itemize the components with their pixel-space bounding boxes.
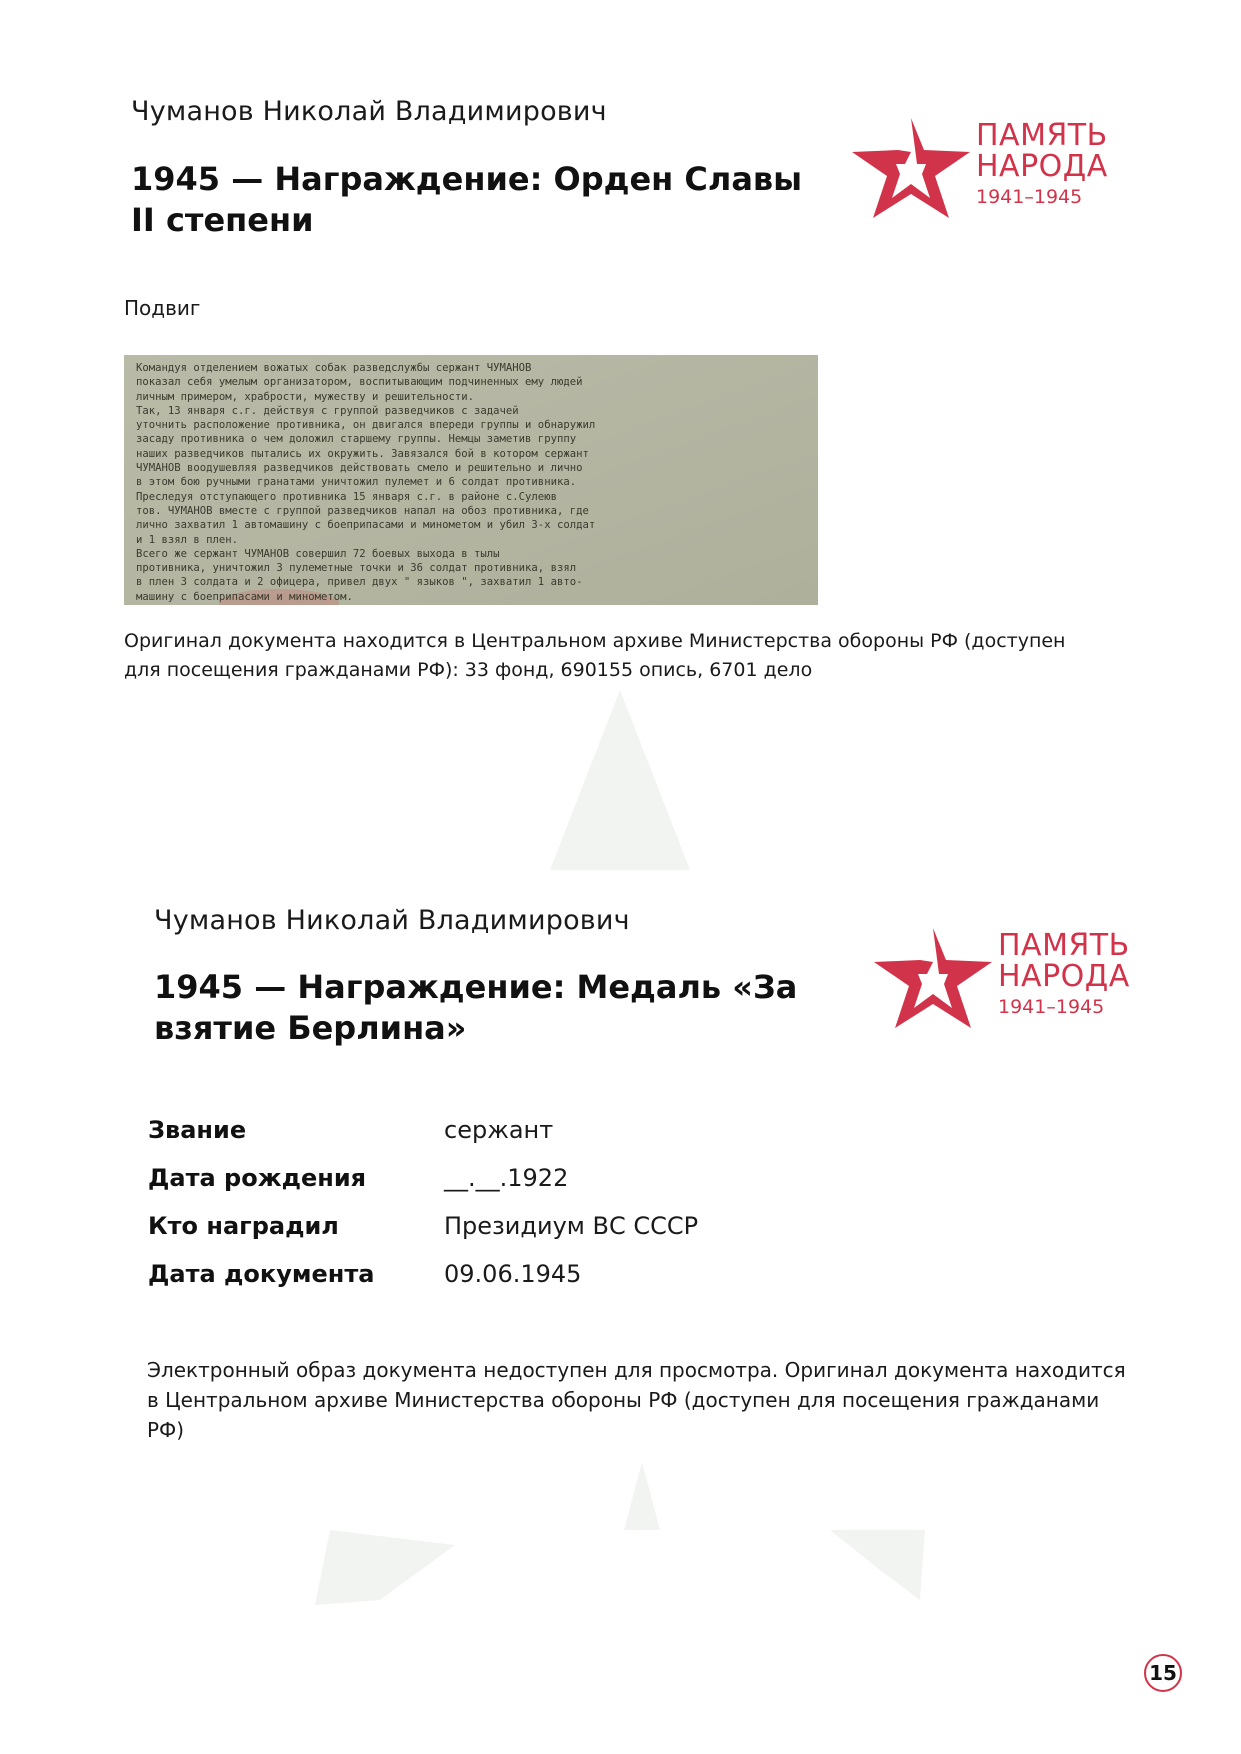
archive-note: Оригинал документа находится в Центральном архиве Министерства обороны РФ (доступен для посещения гражданами РФ): 33 фонд, 690155 опись, 6701 дело [124,630,1066,681]
detail-value: сержант [444,1116,554,1144]
logo-line-1: ПАМЯТЬ [976,118,1108,153]
detail-label: Дата рождения [148,1164,367,1192]
detail-row [148,1154,698,1202]
detail-value: 09.06.1945 [444,1260,582,1288]
scan-line: машину с боеприпасами и минометом. [136,590,353,603]
pamyat-naroda-logo[interactable] [852,118,1108,218]
detail-label: Кто наградил [148,1212,339,1240]
pamyat-naroda-logo[interactable] [874,928,1130,1028]
detail-value: Президиум ВС СССР [444,1212,699,1240]
red-star-icon [852,118,970,218]
scan-line: в этом бою ручными гранатами уничтожил пулемет и 6 солдат противника. [136,476,577,489]
logo-line-1: ПАМЯТЬ [998,928,1130,963]
logo-years: 1941–1945 [998,996,1105,1018]
award-title: 1945 — Награждение: Орден Славы II степени [131,160,803,239]
award-details [148,1106,698,1298]
detail-value: __.__.1922 [444,1164,569,1192]
person-name: Чуманов Николай Владимирович [131,96,607,127]
scan-text [136,361,806,604]
logo-years: 1941–1945 [976,186,1083,208]
archive-note: Электронный образ документа недоступен для просмотра. Оригинал документа находится в Центральном архиве Министерства обороны РФ (доступен для посещения гражданами РФ) [147,1358,1126,1442]
detail-label: Звание [148,1116,247,1144]
logo-line-2: НАРОДА [976,149,1108,184]
scan-line: Командуя отделением вожатых собак разведслужбы сержант ЧУМАНОВ [136,362,532,374]
scan-line: тов. ЧУМАНОВ вместе с группой разведчиков напал на обоз противника, где [136,504,589,517]
scan-line: засаду противника о чем доложил старшему группы. Немцы заметив группу [136,433,577,446]
scan-line: показал себя умелым организатором, воспитывающим подчиненных ему людей [136,376,583,389]
scan-line: в плен 3 солдата и 2 офицера, привел двух " языков ", захватил 1 авто- [136,576,583,589]
scan-line: и 1 взял в плен. [136,533,239,546]
scan-line: ЧУМАНОВ воодушевляя разведчиков действовать смело и решительно и лично [136,462,583,475]
scan-line: Так, 13 января с.г. действуя с группой разведчиков с задачей [136,404,519,417]
detail-row [148,1106,698,1154]
scan-line: уточнить расположение противника, он двигался впереди группы и обнаружил [136,419,596,432]
scan-line: личным примером, храбрости, мужеству и решительности. [136,390,475,403]
scan-line: лично захватил 1 автомашину с боеприпасами и минометом и убил 3-х солдат [136,519,596,532]
feat-label: Подвиг [124,296,201,320]
detail-row [148,1250,698,1298]
scan-line: Преследуя отступающего противника 15 января с.г. в районе с.Сулеюв [136,490,557,503]
scan-line: Всего же сержант ЧУМАНОВ совершил 72 боевых выхода в тылы [136,547,500,560]
red-star-icon [874,928,992,1028]
scan-line: противника, уничтожил 3 пулеметные точки и 36 солдат противника, взял [136,562,577,575]
detail-label: Дата документа [148,1260,375,1288]
page-number: 15 [1144,1654,1182,1692]
logo-line-2: НАРОДА [998,959,1130,994]
award-title: 1945 — Награждение: Медаль «За взятие Берлина» [154,968,798,1047]
person-name: Чуманов Николай Владимирович [154,905,630,936]
detail-row [148,1202,698,1250]
scan-line: наших разведчиков пытались их окружить. Завязался бой в котором сержант [136,447,589,460]
award-sheet-scan[interactable] [124,355,818,605]
